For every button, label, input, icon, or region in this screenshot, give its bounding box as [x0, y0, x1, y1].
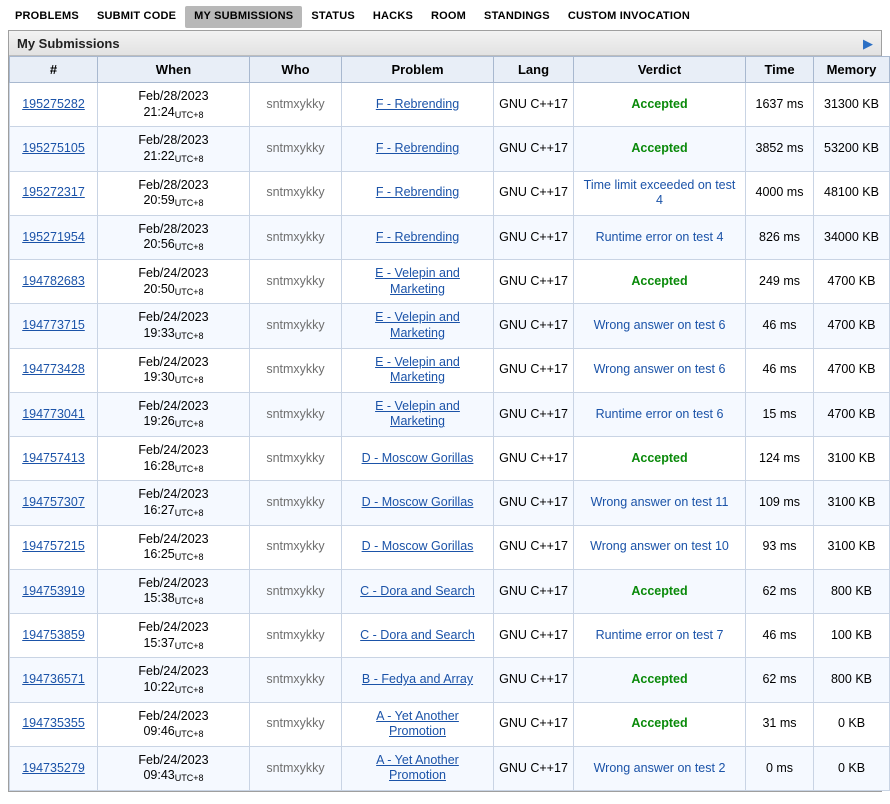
submission-id-cell: [10, 437, 98, 481]
submission-id-cell: [10, 702, 98, 746]
submission-who-cell: [250, 702, 342, 746]
handle-link[interactable]: sntmxykky: [266, 760, 325, 775]
submission-date: Feb/24/2023: [138, 664, 209, 679]
submission-timezone: UTC+8: [174, 109, 204, 120]
submission-memory-cell: 0 KB: [814, 702, 890, 746]
submission-id-cell: [10, 304, 98, 348]
submission-language-cell: GNU C++17: [494, 348, 574, 392]
table-row: [10, 215, 890, 259]
table-row: [10, 348, 890, 392]
submission-when-cell: [98, 525, 250, 569]
submission-who-cell: [250, 658, 342, 702]
submission-problem-cell: [342, 481, 494, 525]
submission-time-cell: 93 ms: [746, 525, 814, 569]
submission-verdict-cell: [574, 127, 746, 171]
submission-date: Feb/28/2023: [138, 221, 209, 236]
table-row: [10, 127, 890, 171]
handle-link[interactable]: sntmxykky: [266, 185, 325, 200]
submission-who-cell: [250, 348, 342, 392]
submission-time-cell: 31 ms: [746, 702, 814, 746]
problem-link[interactable]: E - Velepin and Marketing: [375, 354, 460, 385]
submission-id-cell: [10, 746, 98, 790]
submission-timezone: UTC+8: [174, 684, 204, 695]
submission-verdict-cell: [574, 481, 746, 525]
submission-problem-cell: [342, 392, 494, 436]
submission-when-cell: [98, 304, 250, 348]
submission-date: Feb/24/2023: [138, 443, 209, 457]
submission-id-cell: [10, 348, 98, 392]
column-header-memory[interactable]: Memory: [814, 57, 890, 83]
submission-time-of-day: 21:24: [143, 104, 175, 119]
submission-time-of-day: 20:56: [143, 237, 175, 252]
submission-id-link[interactable]: 194773715: [22, 318, 85, 333]
submission-time-of-day: 15:37: [143, 635, 175, 650]
submission-verdict-cell: [574, 260, 746, 304]
submission-verdict-cell: [574, 348, 746, 392]
submission-time-cell: 109 ms: [746, 481, 814, 525]
nav-item-submit-code[interactable]: SUBMIT CODE: [96, 10, 177, 22]
submission-who-cell: [250, 127, 342, 171]
submission-who-cell: [250, 746, 342, 790]
submission-time-cell: 249 ms: [746, 260, 814, 304]
submission-id-link[interactable]: 194757307: [22, 495, 85, 510]
submission-timezone: UTC+8: [174, 463, 204, 474]
submission-id-link[interactable]: 194773041: [22, 406, 85, 421]
submission-who-cell: [250, 260, 342, 304]
submission-time-cell: 46 ms: [746, 348, 814, 392]
submission-language-cell: GNU C++17: [494, 215, 574, 259]
submission-verdict-cell: [574, 304, 746, 348]
status-badge[interactable]: Wrong answer on test 10: [590, 539, 729, 554]
submission-date: Feb/24/2023: [138, 354, 209, 369]
submission-who-cell: [250, 215, 342, 259]
submission-who-cell: [250, 614, 342, 658]
submission-memory-cell: 100 KB: [814, 614, 890, 658]
submission-when-cell: [98, 127, 250, 171]
handle-link[interactable]: sntmxykky: [266, 318, 325, 333]
submission-time-of-day: 20:59: [143, 193, 175, 208]
submission-memory-cell: 53200 KB: [814, 127, 890, 171]
problem-link[interactable]: C - Dora and Search: [360, 583, 475, 598]
submission-problem-cell: [342, 437, 494, 481]
submission-who-cell: [250, 83, 342, 127]
submission-time-of-day: 19:33: [143, 325, 175, 340]
problem-link[interactable]: A - Yet Another Promotion: [376, 708, 459, 739]
submission-timezone: UTC+8: [174, 286, 204, 297]
submission-memory-cell: 4700 KB: [814, 392, 890, 436]
submission-when-cell: [98, 171, 250, 215]
submission-timezone: UTC+8: [174, 330, 204, 341]
submission-language-cell: GNU C++17: [494, 481, 574, 525]
submission-time-of-day: 21:22: [143, 148, 175, 163]
handle-link[interactable]: sntmxykky: [266, 716, 325, 731]
submission-language-cell: GNU C++17: [494, 658, 574, 702]
column-header-lang[interactable]: Lang: [494, 57, 574, 83]
submission-when-cell: [98, 437, 250, 481]
submission-memory-cell: 3100 KB: [814, 481, 890, 525]
submission-problem-cell: [342, 304, 494, 348]
submission-time-of-day: 16:27: [143, 502, 175, 517]
submission-date: Feb/24/2023: [138, 752, 209, 767]
submission-time-cell: 3852 ms: [746, 127, 814, 171]
submission-id-cell: [10, 614, 98, 658]
submission-id-link[interactable]: 194753859: [22, 627, 85, 642]
submission-who-cell: [250, 392, 342, 436]
status-badge[interactable]: Wrong answer on test 2: [593, 760, 726, 775]
table-row: [10, 702, 890, 746]
submission-verdict-cell: [574, 437, 746, 481]
submission-verdict-cell: [574, 171, 746, 215]
submission-time-of-day: 19:30: [143, 370, 175, 385]
submission-memory-cell: 0 KB: [814, 746, 890, 790]
submission-who-cell: [250, 171, 342, 215]
table-row: [10, 746, 890, 790]
column-header-when[interactable]: When: [98, 57, 250, 83]
problem-link[interactable]: D - Moscow Gorillas: [361, 450, 474, 465]
submission-memory-cell: 4700 KB: [814, 348, 890, 392]
submissions-table: [9, 56, 890, 791]
submission-problem-cell: [342, 525, 494, 569]
submission-timezone: UTC+8: [174, 198, 204, 209]
problem-link[interactable]: C - Dora and Search: [360, 627, 475, 642]
problem-link[interactable]: F - Rebrending: [375, 96, 460, 111]
submission-when-cell: [98, 658, 250, 702]
submission-id-link[interactable]: 194757215: [22, 539, 85, 554]
table-row: [10, 569, 890, 613]
nav-item-room[interactable]: ROOM: [431, 10, 467, 22]
table-row: [10, 392, 890, 436]
my-submissions-panel: [8, 30, 882, 792]
column-header-problem[interactable]: Problem: [342, 57, 494, 83]
main-navigation: [0, 0, 890, 28]
submission-id-link[interactable]: 194757413: [22, 450, 85, 465]
submission-problem-cell: [342, 569, 494, 613]
submission-timezone: UTC+8: [174, 596, 204, 607]
handle-link[interactable]: sntmxykky: [266, 583, 325, 598]
submission-date: Feb/24/2023: [138, 531, 209, 546]
submission-who-cell: [250, 481, 342, 525]
submission-timezone: UTC+8: [174, 729, 204, 740]
submission-id-link[interactable]: 194735355: [22, 716, 85, 731]
problem-link[interactable]: D - Moscow Gorillas: [361, 539, 474, 554]
handle-link[interactable]: sntmxykky: [266, 539, 325, 554]
table-row: [10, 260, 890, 304]
submission-time-of-day: 20:50: [143, 281, 175, 296]
submission-time-cell: 4000 ms: [746, 171, 814, 215]
submission-time-cell: 62 ms: [746, 658, 814, 702]
submission-date: Feb/24/2023: [138, 398, 209, 413]
submission-date: Feb/28/2023: [138, 89, 209, 103]
table-row: [10, 304, 890, 348]
submission-id-cell: [10, 569, 98, 613]
nav-item-my-submissions[interactable]: MY SUBMISSIONS: [185, 6, 302, 28]
chevron-right-icon[interactable]: ▶: [863, 35, 873, 51]
submission-time-cell: 1637 ms: [746, 83, 814, 127]
submission-language-cell: GNU C++17: [494, 127, 574, 171]
submission-when-cell: [98, 746, 250, 790]
handle-link[interactable]: sntmxykky: [266, 672, 325, 687]
submission-time-of-day: 16:28: [143, 458, 175, 473]
submission-id-cell: [10, 525, 98, 569]
submission-time-cell: 46 ms: [746, 614, 814, 658]
table-row: [10, 658, 890, 702]
status-badge[interactable]: Time limit exceeded on test 4: [583, 177, 736, 208]
nav-item-custom-invocation[interactable]: CUSTOM INVOCATION: [567, 10, 690, 22]
submission-problem-cell: [342, 348, 494, 392]
table-row: [10, 525, 890, 569]
nav-item-problems[interactable]: PROBLEMS: [15, 10, 79, 22]
submission-when-cell: [98, 569, 250, 613]
submission-when-cell: [98, 481, 250, 525]
submission-time-of-day: 16:25: [143, 547, 175, 562]
submission-id-link[interactable]: 194782683: [22, 273, 85, 288]
handle-link[interactable]: sntmxykky: [266, 362, 325, 377]
submission-time-of-day: 19:26: [143, 414, 175, 429]
submission-timezone: UTC+8: [174, 419, 204, 430]
submission-id-cell: [10, 658, 98, 702]
submission-when-cell: [98, 260, 250, 304]
submission-time-of-day: 15:38: [143, 591, 175, 606]
problem-link[interactable]: A - Yet Another Promotion: [376, 752, 459, 783]
submission-who-cell: [250, 569, 342, 613]
table-header-row: [10, 57, 890, 83]
submission-problem-cell: [342, 702, 494, 746]
submission-memory-cell: 31300 KB: [814, 83, 890, 127]
submission-id-link[interactable]: 195271954: [22, 229, 85, 244]
status-badge[interactable]: Runtime error on test 4: [595, 229, 724, 244]
status-badge[interactable]: Accepted: [631, 583, 688, 598]
problem-link[interactable]: E - Velepin and Marketing: [375, 266, 460, 296]
submission-memory-cell: 3100 KB: [814, 437, 890, 481]
status-badge[interactable]: Accepted: [631, 141, 688, 156]
submission-problem-cell: [342, 658, 494, 702]
submission-when-cell: [98, 702, 250, 746]
problem-link[interactable]: F - Rebrending: [375, 141, 460, 156]
submission-verdict-cell: [574, 614, 746, 658]
submission-verdict-cell: [574, 702, 746, 746]
handle-link[interactable]: sntmxykky: [266, 273, 325, 288]
submission-timezone: UTC+8: [174, 640, 204, 651]
submission-id-cell: [10, 215, 98, 259]
submission-timezone: UTC+8: [174, 507, 204, 518]
column-header-who[interactable]: Who: [250, 57, 342, 83]
handle-link[interactable]: sntmxykky: [266, 406, 325, 421]
submission-id-cell: [10, 171, 98, 215]
submission-timezone: UTC+8: [174, 153, 204, 164]
submission-id-link[interactable]: 194773428: [22, 362, 85, 377]
submission-date: Feb/24/2023: [138, 310, 209, 325]
submission-time-of-day: 09:46: [143, 724, 175, 739]
submission-when-cell: [98, 392, 250, 436]
submission-when-cell: [98, 348, 250, 392]
table-row: [10, 614, 890, 658]
handle-link[interactable]: sntmxykky: [266, 141, 325, 156]
submission-time-cell: 0 ms: [746, 746, 814, 790]
submission-memory-cell: 3100 KB: [814, 525, 890, 569]
submission-date: Feb/24/2023: [138, 266, 209, 280]
submission-id-link[interactable]: 195275105: [22, 141, 85, 156]
submission-id-cell: [10, 392, 98, 436]
submission-problem-cell: [342, 83, 494, 127]
submission-date: Feb/28/2023: [138, 133, 209, 148]
submission-memory-cell: 34000 KB: [814, 215, 890, 259]
submission-time-cell: 62 ms: [746, 569, 814, 613]
submission-time-of-day: 10:22: [143, 679, 175, 694]
submission-id-link[interactable]: 195272317: [22, 185, 85, 200]
submission-memory-cell: 800 KB: [814, 658, 890, 702]
submission-language-cell: GNU C++17: [494, 702, 574, 746]
status-badge[interactable]: Accepted: [631, 672, 688, 687]
status-badge[interactable]: Accepted: [631, 450, 688, 465]
submission-memory-cell: 4700 KB: [814, 304, 890, 348]
submission-who-cell: [250, 304, 342, 348]
submission-problem-cell: [342, 260, 494, 304]
table-row: [10, 83, 890, 127]
submission-verdict-cell: [574, 215, 746, 259]
submission-timezone: UTC+8: [174, 375, 204, 386]
submission-language-cell: GNU C++17: [494, 746, 574, 790]
handle-link[interactable]: sntmxykky: [266, 229, 325, 244]
table-row: [10, 171, 890, 215]
status-badge[interactable]: Wrong answer on test 6: [593, 318, 726, 333]
submission-timezone: UTC+8: [174, 773, 204, 784]
handle-link[interactable]: sntmxykky: [266, 450, 325, 465]
submission-verdict-cell: [574, 658, 746, 702]
submission-time-cell: 826 ms: [746, 215, 814, 259]
submission-verdict-cell: [574, 392, 746, 436]
submission-language-cell: GNU C++17: [494, 525, 574, 569]
problem-link[interactable]: E - Velepin and Marketing: [375, 310, 460, 340]
problem-link[interactable]: B - Fedya and Array: [361, 672, 474, 687]
page-title: My Submissions: [17, 35, 120, 51]
status-badge[interactable]: Accepted: [631, 716, 688, 731]
submission-id-cell: [10, 127, 98, 171]
submission-language-cell: GNU C++17: [494, 171, 574, 215]
panel-header: [9, 31, 881, 56]
submission-verdict-cell: [574, 525, 746, 569]
submission-date: Feb/24/2023: [138, 575, 209, 590]
submission-id-cell: [10, 83, 98, 127]
status-badge[interactable]: Wrong answer on test 11: [590, 495, 729, 510]
status-badge[interactable]: Accepted: [631, 273, 688, 288]
submission-id-cell: [10, 481, 98, 525]
submission-id-link[interactable]: 194735279: [22, 760, 85, 775]
submission-problem-cell: [342, 215, 494, 259]
submission-id-link[interactable]: 194753919: [22, 583, 85, 598]
problem-link[interactable]: F - Rebrending: [375, 185, 460, 200]
handle-link[interactable]: sntmxykky: [266, 627, 325, 642]
submission-problem-cell: [342, 746, 494, 790]
submission-problem-cell: [342, 127, 494, 171]
submission-language-cell: GNU C++17: [494, 569, 574, 613]
table-row: [10, 481, 890, 525]
submission-problem-cell: [342, 171, 494, 215]
submission-language-cell: GNU C++17: [494, 392, 574, 436]
submission-memory-cell: 48100 KB: [814, 171, 890, 215]
handle-link[interactable]: sntmxykky: [266, 495, 325, 510]
submission-timezone: UTC+8: [174, 242, 204, 253]
submission-id-cell: [10, 260, 98, 304]
submission-date: Feb/24/2023: [138, 487, 209, 502]
submission-time-cell: 124 ms: [746, 437, 814, 481]
submission-time-of-day: 09:43: [143, 768, 175, 783]
submission-date: Feb/24/2023: [138, 620, 209, 634]
nav-item-standings[interactable]: STANDINGS: [484, 10, 550, 22]
column-header-verdict[interactable]: Verdict: [574, 57, 746, 83]
submission-verdict-cell: [574, 83, 746, 127]
submission-language-cell: GNU C++17: [494, 304, 574, 348]
problem-link[interactable]: F - Rebrending: [375, 229, 460, 244]
column-header-time[interactable]: Time: [746, 57, 814, 83]
status-badge[interactable]: Runtime error on test 7: [595, 627, 724, 642]
submission-who-cell: [250, 437, 342, 481]
submission-language-cell: GNU C++17: [494, 437, 574, 481]
submission-language-cell: GNU C++17: [494, 260, 574, 304]
submission-timezone: UTC+8: [174, 552, 204, 563]
column-header-id[interactable]: #: [10, 57, 98, 83]
submission-who-cell: [250, 525, 342, 569]
submission-problem-cell: [342, 614, 494, 658]
submission-verdict-cell: [574, 746, 746, 790]
table-row: [10, 437, 890, 481]
status-badge[interactable]: Accepted: [631, 96, 688, 111]
submissions-table-body: [10, 83, 890, 791]
submission-when-cell: [98, 83, 250, 127]
submission-when-cell: [98, 215, 250, 259]
submission-date: Feb/24/2023: [138, 708, 209, 723]
nav-item-status[interactable]: STATUS: [311, 10, 355, 22]
submission-date: Feb/28/2023: [138, 177, 209, 192]
submission-language-cell: GNU C++17: [494, 83, 574, 127]
submission-memory-cell: 800 KB: [814, 569, 890, 613]
submission-time-cell: 46 ms: [746, 304, 814, 348]
submission-language-cell: GNU C++17: [494, 614, 574, 658]
submission-when-cell: [98, 614, 250, 658]
submission-id-link[interactable]: 195275282: [22, 96, 85, 111]
status-badge[interactable]: Runtime error on test 6: [595, 406, 724, 421]
submission-memory-cell: 4700 KB: [814, 260, 890, 304]
submission-time-cell: 15 ms: [746, 392, 814, 436]
submission-verdict-cell: [574, 569, 746, 613]
handle-link[interactable]: sntmxykky: [266, 96, 325, 111]
status-badge[interactable]: Wrong answer on test 6: [593, 362, 726, 377]
problem-link[interactable]: E - Velepin and Marketing: [375, 398, 460, 429]
nav-item-hacks[interactable]: HACKS: [372, 10, 414, 22]
problem-link[interactable]: D - Moscow Gorillas: [361, 495, 474, 510]
submission-id-link[interactable]: 194736571: [22, 672, 85, 687]
